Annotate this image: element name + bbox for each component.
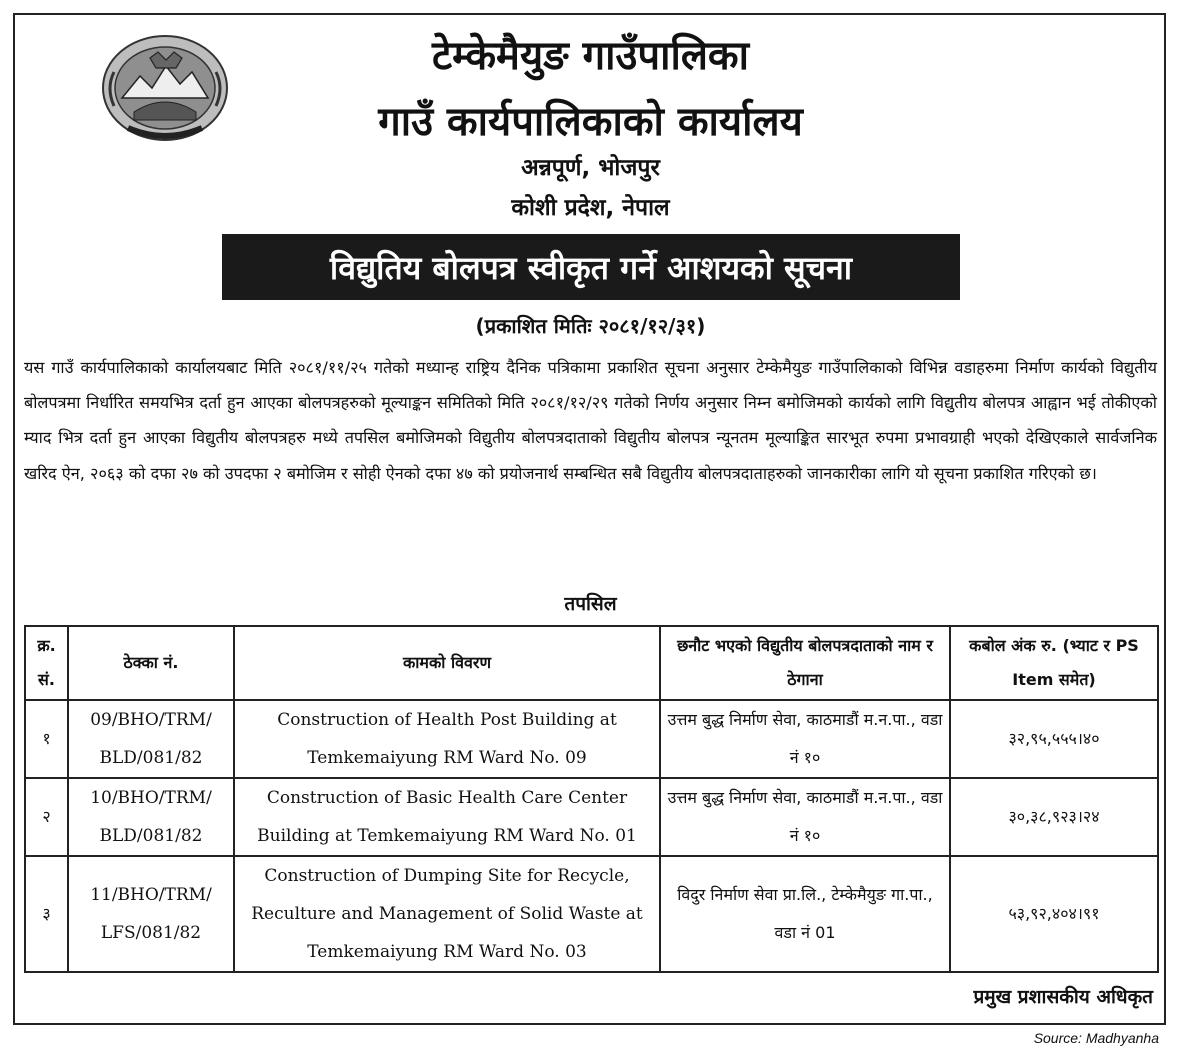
municipality-title: टेम्केमैयुङ गाउँपालिका [431, 33, 750, 79]
table-row [25, 700, 1158, 778]
cell-amount: ५३,९२,४०४।९१ [950, 856, 1158, 972]
cell-amount: ३२,९५,५५५।४० [950, 700, 1158, 778]
awarded-bids-table [24, 625, 1159, 973]
cell-bidder: उत्तम बुद्ध निर्माण सेवा, काठमाडौं म.न.पा., वडा नं १० [660, 778, 950, 856]
table-row [25, 856, 1158, 972]
cell-amount: ३०,३८,९२३।२४ [950, 778, 1158, 856]
address-line-2: कोशी प्रदेश, नेपाल [511, 195, 670, 221]
col-header-work-description: कामको विवरण [234, 626, 660, 700]
cell-sn: २ [25, 778, 68, 856]
cell-bidder: उत्तम बुद्ध निर्माण सेवा, काठमाडौं म.न.पा., वडा नं १० [660, 700, 950, 778]
table-header-row [25, 626, 1158, 700]
cell-contract-no: 09/BHO/TRM/ BLD/081/82 [68, 700, 234, 778]
notice-title: विद्युतिय बोलपत्र स्वीकृत गर्ने आशयको सूचना [329, 248, 853, 287]
cell-sn: १ [25, 700, 68, 778]
col-header-amount: कबोल अंक रु. (भ्याट र PS Item समेत) [950, 626, 1158, 700]
published-date: (प्रकाशित मितिः २०८१/१२/३१) [475, 314, 706, 338]
notice-title-banner [222, 234, 960, 300]
table-row [25, 778, 1158, 856]
office-title: गाउँ कार्यपालिकाको कार्यालय [378, 99, 803, 145]
source-credit: Source: Madhyanha [1033, 1030, 1159, 1046]
col-header-contract-no: ठेक्का नं. [68, 626, 234, 700]
address-line-1: अन्नपूर्ण, भोजपुर [521, 155, 660, 181]
cell-sn: ३ [25, 856, 68, 972]
cell-bidder: विदुर निर्माण सेवा प्रा.लि., टेम्केमैयुङ गा.पा., वडा नं 01 [660, 856, 950, 972]
col-header-sn: क्र. सं. [25, 626, 68, 700]
cell-work-description: Construction of Dumping Site for Recycle, Reculture and Management of Solid Waste at Temkemaiyung RM Ward No. 03 [234, 856, 660, 972]
schedule-heading: तपसिल [564, 593, 617, 615]
cell-work-description: Construction of Basic Health Care Center Building at Temkemaiyung RM Ward No. 01 [234, 778, 660, 856]
cell-contract-no: 11/BHO/TRM/ LFS/081/82 [68, 856, 234, 972]
notice-body: यस गाउँ कार्यपालिकाको कार्यालयबाट मिति २०८१/११/२५ गतेको मध्यान्ह राष्ट्रिय दैनिक पत्रिकामा प्रकाशित सूचना अनुसार टेम्केमैयुङ गाउँपालिकाको विभिन्न वडाहरुमा निर्माण कार्यको विद्युतीय बोलपत्रमा निर्धारित समयभित्र दर्ता हुन आएका बोलपत्रहरुको मूल्याङ्कन समितिको मिति २०८१/१२/२९ गतेको निर्णय अनुसार निम्न बमोजिमको कार्यको लागि विद्युतीय बोलपत्र आह्वान भई तोकीएको म्याद भित्र दर्ता हुन आएका विद्युतीय बोलपत्रहरु मध्ये तपसिल बमोजिमको विद्युतीय बोलपत्रदाताको विद्युतीय बोलपत्र न्यूनतम मूल्याङ्कित सारभूत रुपमा प्रभावग्राही भएको देखिएकाले सार्वजनिक खरिद ऐन, २०६३ को दफा २७ को उपदफा २ बमोजिम र सोही ऐनको दफा ४७ को प्रयोजनार्थ सम्बन्धित सबै विद्युतीय बोलपत्रदाताहरुको जानकारीका लागि यो सूचना प्रकाशित गरिएको छ। [24, 358, 1157, 483]
col-header-bidder: छनौट भएको विद्युतीय बोलपत्रदाताको नाम र ठेगाना [660, 626, 950, 700]
cell-contract-no: 10/BHO/TRM/ BLD/081/82 [68, 778, 234, 856]
cell-work-description: Construction of Health Post Building at Temkemaiyung RM Ward No. 09 [234, 700, 660, 778]
signatory-title: प्रमुख प्रशासकीय अधिकृत [973, 986, 1153, 1008]
